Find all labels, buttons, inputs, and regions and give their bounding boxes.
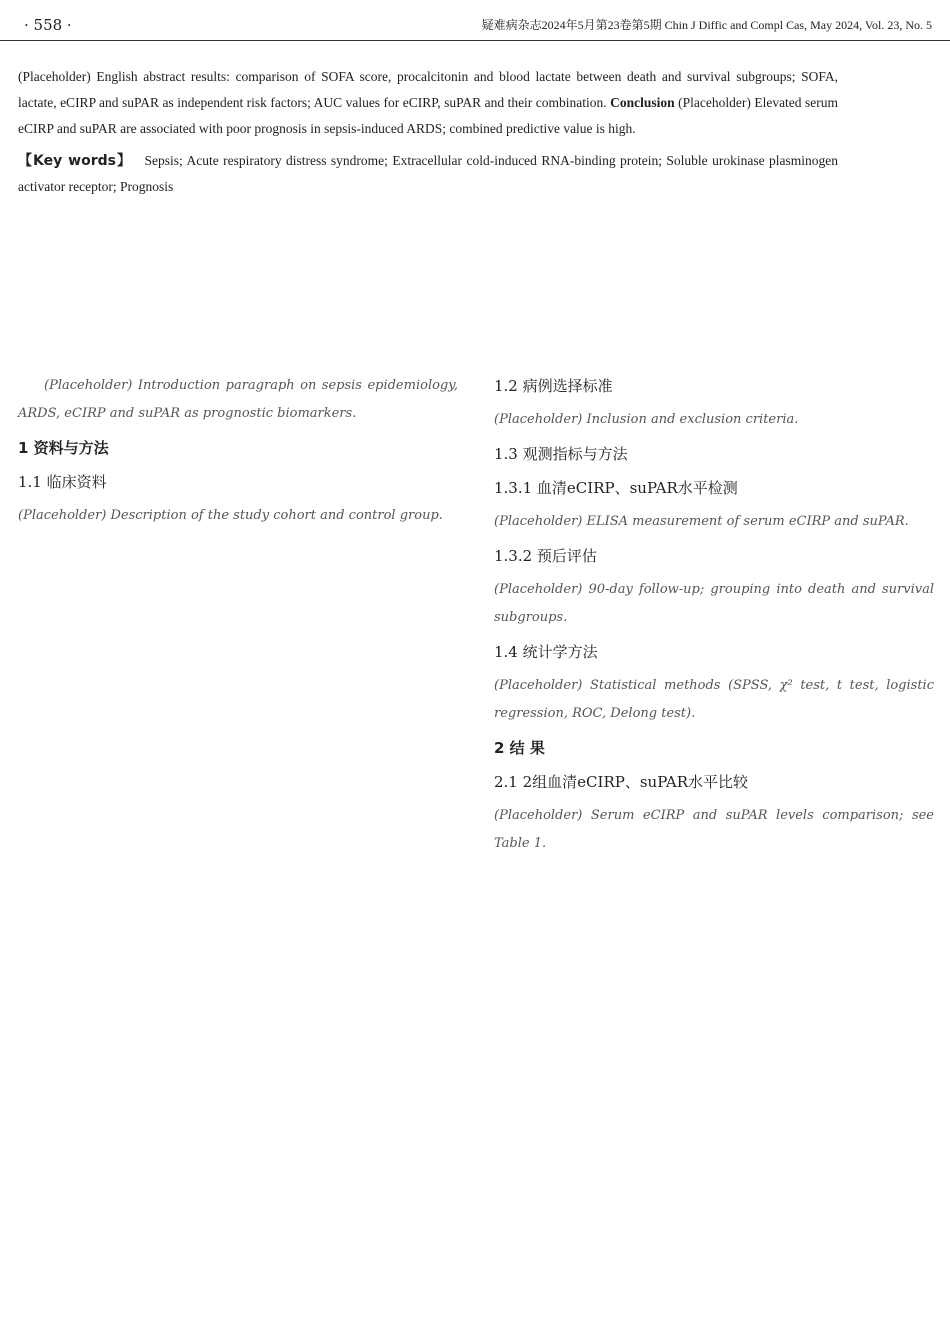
journal-running-head: 疑难病杂志2024年5月第23卷第5期 Chin J Diffic and Compl Cas, May 2024, Vol. 23, No. 5 [481, 18, 932, 32]
left-column [18, 372, 458, 536]
section-1-1-heading: 1.1 临床资料 [18, 473, 107, 491]
intro-paragraph: (Placeholder) Introduction paragraph on sepsis epidemiology, ARDS, eCIRP and suPAR as prognostic biomarkers. [18, 378, 458, 421]
section-1-3-1-text: (Placeholder) ELISA measurement of serum eCIRP and suPAR. [494, 514, 909, 529]
page-header [0, 10, 950, 41]
section-1-heading: 1 资料与方法 [18, 439, 109, 457]
page-number: · 558 · [24, 16, 72, 34]
keywords-text: Sepsis; Acute respiratory distress syndrome; Extracellular cold-induced RNA-binding protein; Soluble urokinase plasminogen activator receptor; Prognosis [18, 153, 838, 194]
section-1-2-text: (Placeholder) Inclusion and exclusion criteria. [494, 412, 799, 427]
section-2-1-heading: 2.1 2组血清eCIRP、suPAR水平比较 [494, 773, 749, 791]
section-1-3-heading: 1.3 观测指标与方法 [494, 445, 628, 463]
section-1-3-1-heading: 1.3.1 血清eCIRP、suPAR水平检测 [494, 479, 738, 497]
section-1-2-heading: 1.2 病例选择标准 [494, 377, 613, 395]
section-1-3-2-text: (Placeholder) 90-day follow-up; grouping into death and survival subgroups. [494, 582, 934, 625]
english-abstract [18, 64, 838, 200]
right-column [494, 372, 934, 864]
abstract-summary: (Placeholder) English abstract results: comparison of SOFA score, procalcitonin and blood lactate between death and survival subgroups; SOFA, lactate, eCIRP and suPAR as independent risk factors; AUC values for eCIRP, suPAR and their combination. [18, 69, 838, 110]
section-2-1-text: (Placeholder) Serum eCIRP and suPAR levels comparison; see Table 1. [494, 808, 934, 851]
section-1-1-text: (Placeholder) Description of the study cohort and control group. [18, 508, 443, 523]
conclusion-label: Conclusion [610, 95, 675, 110]
section-1-3-2-heading: 1.3.2 预后评估 [494, 547, 597, 565]
keywords-label: 【Key words】 [18, 153, 133, 169]
keywords [18, 148, 838, 200]
section-1-4-heading: 1.4 统计学方法 [494, 643, 598, 661]
section-2-heading: 2 结 果 [494, 739, 545, 757]
abstract-conclusion: (Placeholder) Elevated serum eCIRP and suPAR are associated with poor prognosis in sepsis-induced ARDS; combined predictive value is high. [18, 95, 839, 136]
section-1-4-text: (Placeholder) Statistical methods (SPSS, χ² test, t test, logistic regression, ROC, Delong test). [494, 678, 934, 721]
